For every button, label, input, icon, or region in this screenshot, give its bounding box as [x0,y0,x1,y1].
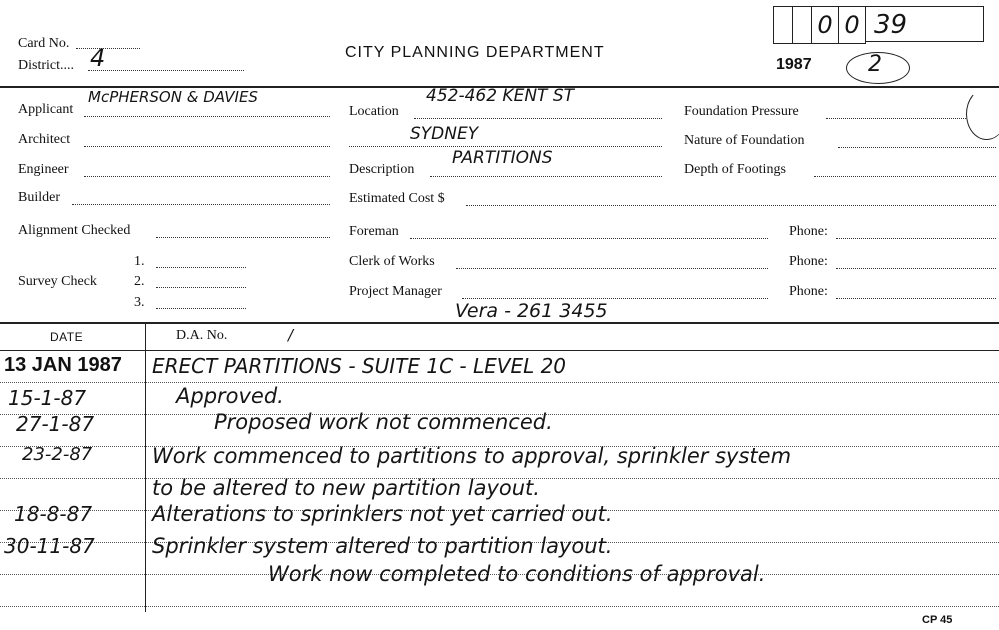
card-number-box: 0 [812,6,839,44]
table-row-text: Work now completed to conditions of approval. [268,562,766,586]
phone-field-manager [836,298,996,299]
corner-mark [966,88,999,140]
project-manager-value: Vera - 261 3455 [455,300,608,322]
card-no-label: Card No. [18,36,70,51]
card-no-field [76,48,140,49]
foreman-label: Foreman [349,224,399,239]
survey-item-1: 1. [134,254,145,269]
table-row-date: 13 JAN 1987 [4,354,122,376]
phone-label-manager: Phone: [789,284,828,299]
card-number-box: 0 [839,6,866,44]
table-row-text: Alterations to sprinklers not yet carried out. [152,502,613,526]
year-label: 1987 [776,56,812,73]
engineer-field [84,176,330,177]
survey-field-1 [156,267,246,268]
foundation-pressure-label: Foundation Pressure [684,104,799,119]
table-row-date: 27-1-87 [16,412,95,436]
table-row-text: Proposed work not commenced. [214,410,553,434]
da-header: D.A. No. [176,328,228,343]
location-line2: SYDNEY [410,124,479,144]
location-field-2 [349,146,662,147]
table-row-text: Sprinkler system altered to partition layout. [152,534,613,558]
table-row-text: ERECT PARTITIONS - SUITE 1C - LEVEL 20 [152,354,567,378]
survey-field-2 [156,287,246,288]
builder-label: Builder [18,190,60,205]
survey-item-3: 3. [134,295,145,310]
phone-label-clerk: Phone: [789,254,828,269]
foundation-pressure-field [826,118,966,119]
applicant-field [84,116,330,117]
table-row-text: Work commenced to partitions to approval, sprinkler system [152,444,792,468]
phone-label-foreman: Phone: [789,224,828,239]
builder-field [72,204,330,205]
table-row-text: Approved. [176,384,284,408]
survey-item-2: 2. [134,274,145,289]
table-row-date: 15-1-87 [8,386,87,410]
table-top-border [0,322,999,324]
table-row-line [0,382,999,383]
applicant-label: Applicant [18,102,74,117]
survey-field-3 [156,308,246,309]
page-title: CITY PLANNING DEPARTMENT [345,44,605,61]
card-number-box [793,6,812,44]
nature-foundation-label: Nature of Foundation [684,133,805,148]
location-line1: 452-462 KENT ST [426,86,575,106]
date-header: DATE [50,330,84,344]
table-row-text: to be altered to new partition layout. [152,476,540,500]
description-value: PARTITIONS [452,148,553,168]
phone-field-clerk [836,268,996,269]
card-number-box [773,6,793,44]
survey-label: Survey Check [18,274,97,289]
applicant-value: McPHERSON & DAVIES [88,88,258,106]
clerk-of-works-label: Clerk of Works [349,254,435,269]
table-row-date: 23-2-87 [22,444,93,465]
location-label: Location [349,104,399,119]
date-column-divider [145,322,146,612]
depth-footings-field [814,176,996,177]
foreman-field [410,238,768,239]
district-field [88,70,244,71]
estimated-cost-label: Estimated Cost $ [349,191,445,206]
table-row-date: 30-11-87 [4,534,95,558]
alignment-field [156,237,330,238]
district-value: 4 [90,44,106,72]
project-manager-field [462,298,768,299]
phone-field-foreman [836,238,996,239]
depth-footings-label: Depth of Footings [684,162,786,177]
table-row-date: 18-8-87 [14,502,93,526]
clerk-of-works-field [456,268,768,269]
card-number-boxes [773,6,985,44]
alignment-label: Alignment Checked [18,223,131,238]
table-header-divider [0,350,999,351]
description-field [430,176,662,177]
architect-field [84,146,330,147]
year-suffix: 2 [868,52,882,77]
card-number-box: 39 [866,6,984,42]
description-label: Description [349,162,415,177]
da-value: / [288,326,294,344]
district-label: District.... [18,58,74,73]
nature-foundation-field [838,147,996,148]
architect-label: Architect [18,132,71,147]
engineer-label: Engineer [18,162,69,177]
location-field [414,118,662,119]
project-manager-label: Project Manager [349,284,442,299]
table-row-line [0,606,999,607]
form-code: CP 45 [922,614,953,626]
estimated-cost-field [466,205,996,206]
